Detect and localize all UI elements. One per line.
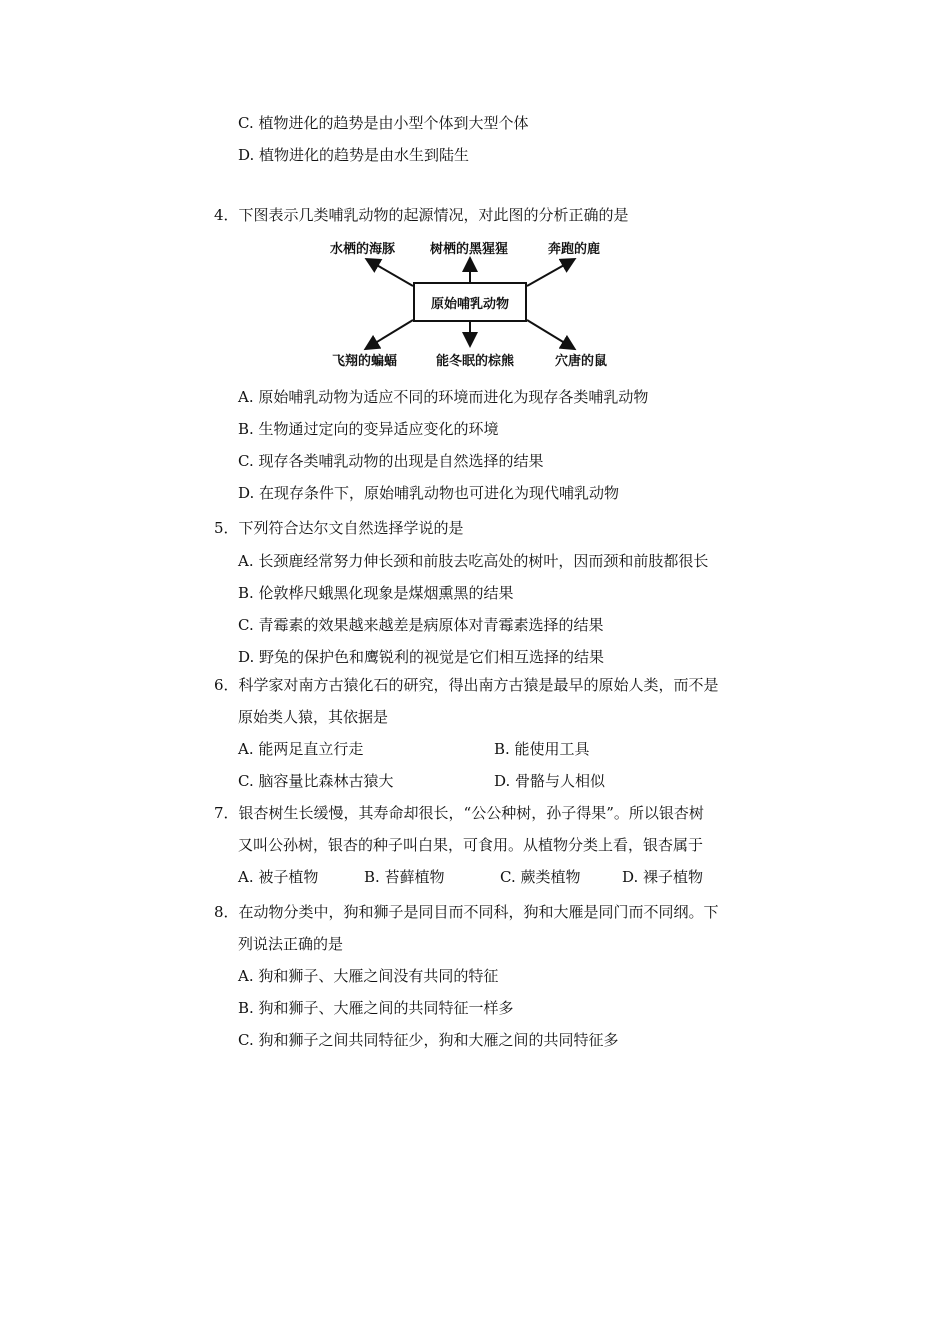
q7-option-b: B. 苔藓植物 (364, 868, 445, 886)
arrow-bottom-right (527, 320, 573, 348)
q6-option-b: B. 能使用工具 (494, 740, 590, 758)
q7-option-a: A. 被子植物 (238, 868, 319, 886)
q4-option-d: D. 在现存条件下，原始哺乳动物也可进化为现代哺乳动物 (238, 484, 620, 502)
q4-stem: 4．下图表示几类哺乳动物的起源情况，对此图的分析正确的是 (214, 206, 629, 224)
q7-option-c: C. 蕨类植物 (500, 868, 581, 886)
q6-stem-line1: 6．科学家对南方古猿化石的研究，得出南方古猿是最早的原始人类，而不是 (214, 676, 719, 694)
q8-option-a: A. 狗和狮子、大雁之间没有共同的特征 (238, 967, 499, 985)
q5-option-d: D. 野兔的保护色和鹰锐利的视觉是它们相互选择的结果 (238, 648, 605, 666)
label-chimpanzee: 树栖的黑猩猩 (430, 242, 509, 257)
q6-option-d: D. 骨骼与人相似 (494, 772, 606, 790)
center-primitive-mammal (413, 282, 527, 322)
q7-stem-line2: 又叫公孙树，银杏的种子叫白果，可食用。从植物分类上看，银杏属于 (238, 836, 704, 854)
label-bat: 飞翔的蝙蝠 (332, 354, 398, 369)
arrow-top-left (368, 260, 413, 286)
q6-stem-line2: 原始类人猿，其依据是 (238, 708, 389, 726)
mammal-origin-diagram (320, 236, 620, 376)
q5-option-c: C. 青霉素的效果越来越差是病原体对青霉素选择的结果 (238, 616, 604, 634)
q7-stem-line1: 7．银杏树生长缓慢，其寿命却很长，“公公种树，孙子得果”。所以银杏树 (214, 804, 704, 822)
q8-option-b: B. 狗和狮子、大雁之间的共同特征一样多 (238, 999, 514, 1017)
q5-option-b: B. 伦敦桦尺蛾黑化现象是煤烟熏黑的结果 (238, 584, 514, 602)
q6-option-c: C. 脑容量比森林古猿大 (238, 772, 394, 790)
label-mouse: 穴唐的鼠 (555, 354, 608, 369)
q5-option-a: A. 长颈鹿经常努力伸长颈和前肢去吃高处的树叶，因而颈和前肢都很长 (238, 552, 709, 570)
q3-option-c: C. 植物进化的趋势是由小型个体到大型个体 (238, 114, 529, 132)
q8-stem-line1: 8．在动物分类中，狗和狮子是同目而不同科，狗和大雁是同门而不同纲。下 (214, 903, 719, 921)
q8-stem-line2: 列说法正确的是 (238, 935, 344, 953)
q6-option-a: A. 能两足直立行走 (238, 740, 364, 758)
label-dolphin: 水栖的海豚 (330, 242, 396, 257)
label-deer: 奔跑的鹿 (548, 242, 601, 257)
arrow-bottom-left (367, 320, 413, 348)
q4-option-a: A. 原始哺乳动物为适应不同的环境而进化为现存各类哺乳动物 (238, 388, 649, 406)
label-brown-bear: 能冬眠的棕熊 (436, 354, 515, 369)
arrow-top-right (527, 260, 573, 286)
q7-option-d: D. 裸子植物 (622, 868, 704, 886)
q4-option-b: B. 生物通过定向的变异适应变化的环境 (238, 420, 499, 438)
q4-option-c: C. 现存各类哺乳动物的出现是自然选择的结果 (238, 452, 544, 470)
center-label: 原始哺乳动物 (430, 296, 509, 312)
q8-option-c: C. 狗和狮子之间共同特征少，狗和大雁之间的共同特征多 (238, 1031, 619, 1049)
q5-stem: 5．下列符合达尔文自然选择学说的是 (214, 519, 464, 537)
q3-option-d: D. 植物进化的趋势是由水生到陆生 (238, 146, 470, 164)
